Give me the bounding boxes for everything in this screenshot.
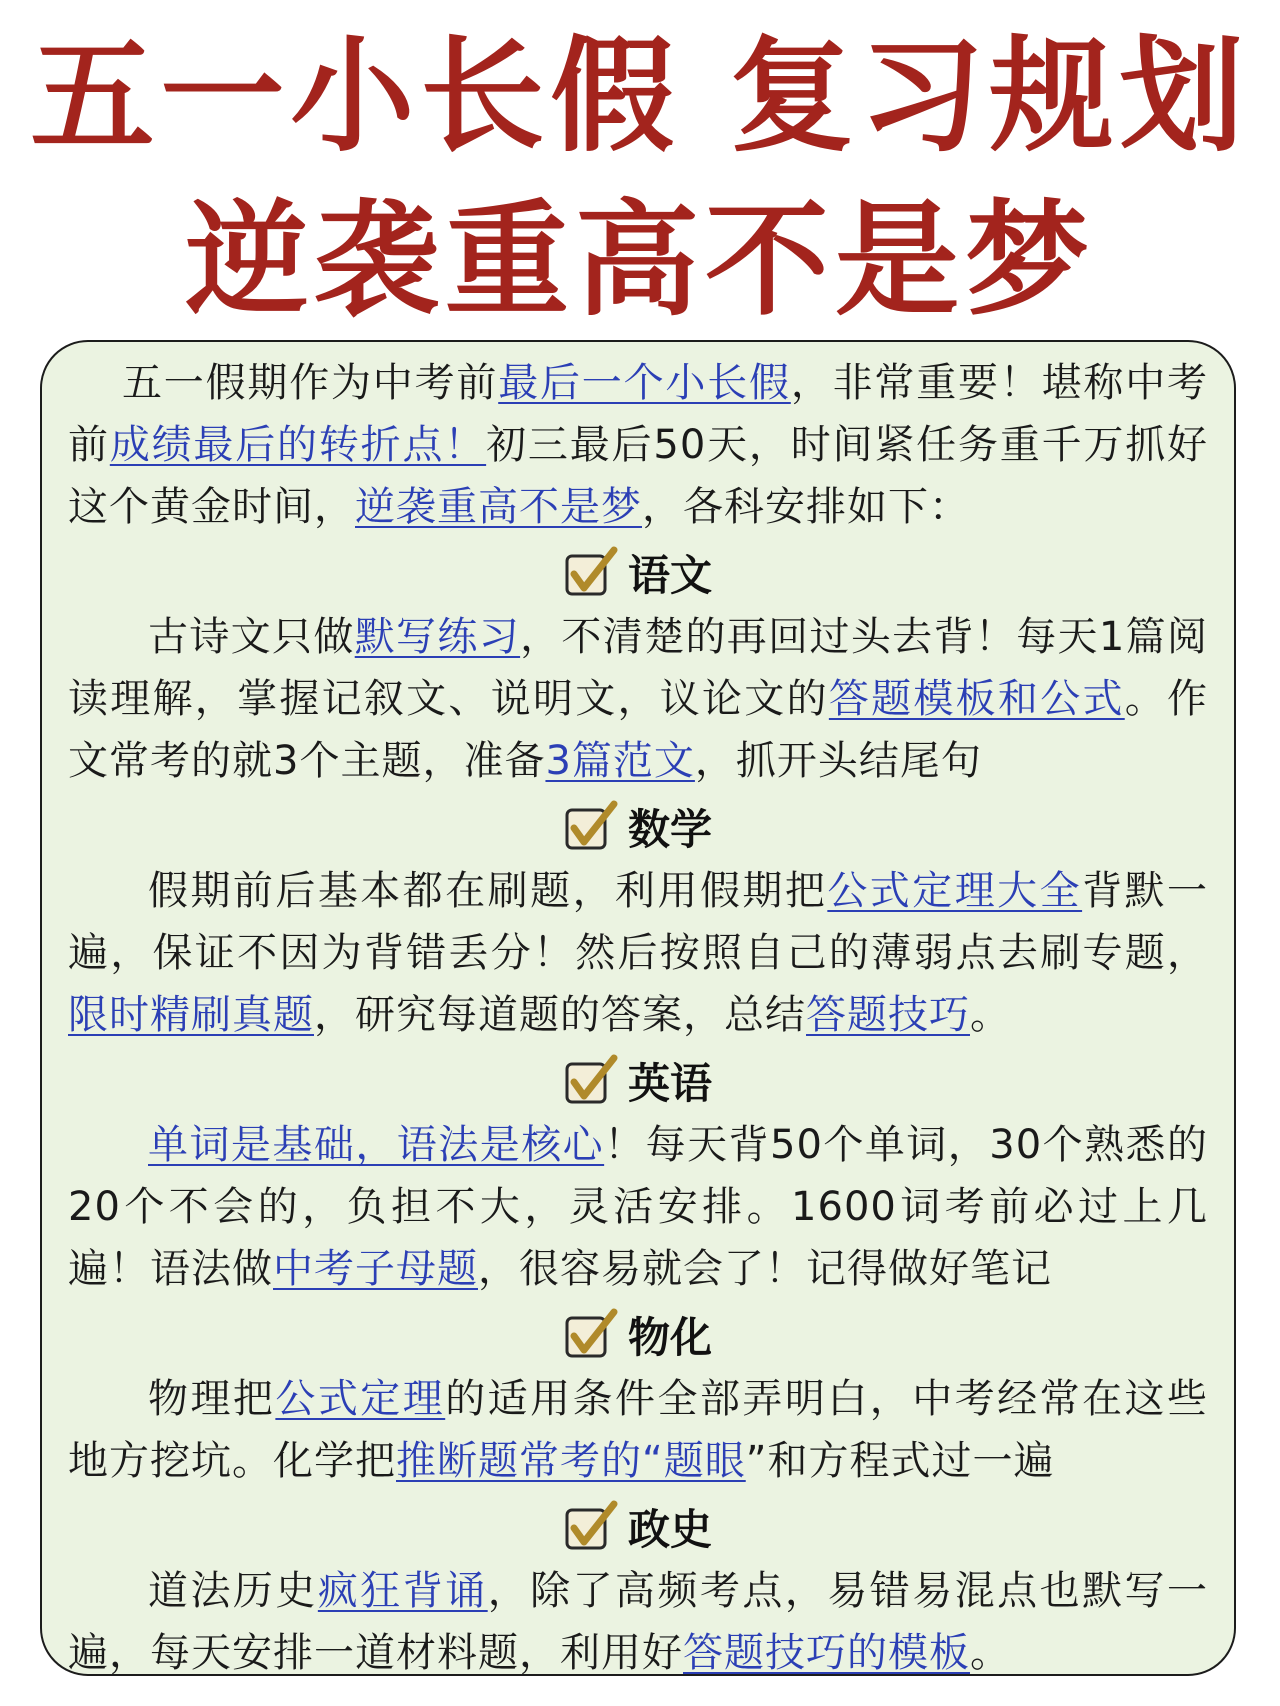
section-heading-math bbox=[68, 794, 1208, 860]
section-heading-label: 英语 bbox=[627, 1059, 712, 1108]
section-text: ，很容易就会了！记得做好笔记 bbox=[478, 1246, 1052, 1292]
section-body-physics-chemistry bbox=[68, 1368, 1208, 1492]
section-body-math bbox=[68, 860, 1208, 1046]
intro-highlight-2: 成绩最后的转折点！ bbox=[109, 422, 487, 468]
section-highlight: 推断题常考的“题眼 bbox=[396, 1438, 746, 1484]
section-text: ，不清楚的再回过头去背！每天1篇阅读理解，掌握记叙文、说明文，议论文的 bbox=[68, 614, 1209, 722]
section-heading-english bbox=[68, 1048, 1208, 1114]
section-highlight: 答题模板和公式 bbox=[828, 676, 1125, 722]
page-subtitle: 逆袭重高不是梦 bbox=[184, 189, 1095, 333]
section-highlight: 答题技巧 bbox=[806, 992, 970, 1038]
intro-text-4: ，各科安排如下： bbox=[642, 484, 970, 530]
section-text: 道法历史 bbox=[148, 1568, 318, 1614]
section-text: 背默一遍，保证不因为背错丢分！然后按照自己的薄弱点去刷专题， bbox=[68, 868, 1209, 976]
intro-text-3: 初三最后50天，时间紧任务重千万抓好这个黄金时间， bbox=[68, 422, 1209, 530]
section-heading-label: 政史 bbox=[627, 1505, 712, 1554]
page-title: 五一小长假 复习规划 bbox=[30, 25, 1250, 169]
section-highlight: 疯狂背诵 bbox=[317, 1568, 488, 1614]
section-text: 。作文常考的就3个主题，准备 bbox=[68, 676, 1209, 784]
section-heading-chinese bbox=[68, 540, 1208, 606]
section-highlight: 限时精刷真题 bbox=[68, 992, 314, 1038]
section-heading-physics-chemistry bbox=[68, 1302, 1208, 1368]
section-highlight: 公式定理大全 bbox=[827, 868, 1083, 914]
checkbox-check-icon bbox=[564, 1308, 618, 1362]
section-heading-label: 数学 bbox=[627, 805, 712, 854]
section-body-chinese bbox=[68, 606, 1208, 792]
checkbox-check-icon bbox=[564, 546, 618, 600]
section-highlight: 3篇范文 bbox=[545, 738, 695, 784]
section-highlight: 中考子母题 bbox=[273, 1246, 478, 1292]
intro-highlight-1: 最后一个小长假 bbox=[498, 360, 791, 406]
section-text: ！每天背50个单词，30个熟悉的20个不会的，负担不大，灵活安排。1600词考前必过上几遍！语法做 bbox=[68, 1122, 1209, 1292]
section-text: 物理把 bbox=[148, 1376, 276, 1422]
section-text: ，研究每道题的答案，总结 bbox=[314, 992, 806, 1038]
section-heading-politics-history bbox=[68, 1494, 1208, 1560]
section-heading-label: 语文 bbox=[627, 551, 712, 600]
section-text: 。 bbox=[970, 1630, 1011, 1676]
section-text: ，抓开头结尾句 bbox=[694, 738, 982, 784]
content-card bbox=[40, 340, 1236, 1676]
section-highlight: 答题技巧的模板 bbox=[683, 1630, 970, 1676]
checkbox-check-icon bbox=[564, 1054, 618, 1108]
intro-text-1: 五一假期作为中考前 bbox=[122, 360, 499, 406]
intro-text-2: ，非常重要！堪称中考前 bbox=[68, 360, 1209, 468]
section-text: ，除了高频考点，易错易混点也默写一遍，每天安排一道材料题，利用好 bbox=[68, 1568, 1209, 1676]
section-body-politics-history bbox=[68, 1560, 1208, 1676]
section-highlight: 公式定理 bbox=[275, 1376, 446, 1422]
checkbox-check-icon bbox=[564, 800, 618, 854]
section-highlight: 默写练习 bbox=[354, 614, 521, 660]
section-text: 假期前后基本都在刷题，利用假期把 bbox=[148, 868, 828, 914]
section-heading-label: 物化 bbox=[627, 1313, 712, 1362]
section-text: 古诗文只做 bbox=[148, 614, 355, 660]
section-body-english bbox=[68, 1114, 1208, 1300]
intro-highlight-3: 逆袭重高不是梦 bbox=[355, 484, 642, 530]
section-text: 。 bbox=[970, 992, 1011, 1038]
section-highlight: 单词是基础，语法是核心 bbox=[148, 1122, 605, 1168]
section-text: ”和方程式过一遍 bbox=[745, 1438, 1055, 1484]
checkbox-check-icon bbox=[564, 1500, 618, 1554]
section-text: 的适用条件全部弄明白，中考经常在这些地方挖坑。化学把 bbox=[68, 1376, 1209, 1484]
intro-paragraph bbox=[68, 352, 1208, 538]
